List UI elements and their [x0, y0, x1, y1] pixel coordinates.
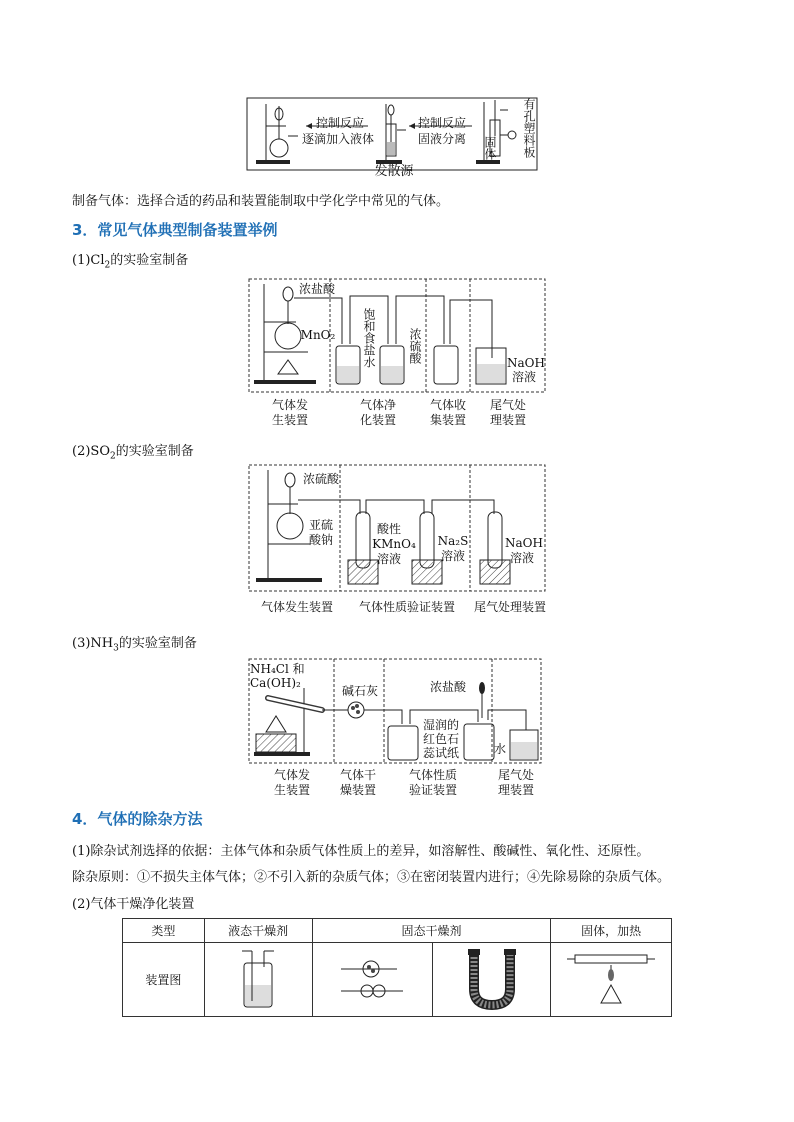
cl2-caption-4a: 尾气处 — [489, 398, 526, 412]
table-header-row — [123, 919, 672, 943]
so2-na2s-label-1: Na₂S — [437, 534, 469, 548]
so2-kmno4-label-3: 溶液 — [376, 552, 401, 566]
nh3-heading-sub: 3 — [113, 643, 119, 654]
so2-caption-2: 气体性质验证装置 — [358, 600, 455, 614]
col-type: 类型 — [123, 919, 205, 943]
purify-basis: (1)除杂试剂选择的依据：主体气体和杂质气体性质上的差异，如溶解性、酸碱性、氧化性、还原性。 — [72, 844, 650, 859]
dryer-table — [122, 918, 672, 1017]
cl2-caption-3a: 气体收 — [429, 398, 466, 412]
nh3-figure — [248, 658, 548, 800]
so2-heading-sub: 2 — [109, 451, 116, 462]
col-solid: 固态干燥剂 — [312, 919, 551, 943]
col-heat: 固体，加热 — [551, 919, 672, 943]
nh3-heading — [72, 632, 197, 654]
cl2-caption-2a: 气体净 — [359, 398, 396, 412]
para-gas: 制备气体：选择合适的药品和装置能制取中学化学中常见的气体。 — [72, 194, 450, 209]
so2-caption-1: 气体发生装置 — [260, 600, 333, 614]
nh3-soda-lime-label: 碱石灰 — [341, 684, 378, 698]
nh3-heading-pre: (3)NH — [72, 636, 114, 651]
section4-title: 4．气体的除杂方法 — [72, 810, 203, 828]
so2-na2s-label-2: 溶液 — [440, 549, 465, 563]
arrow2-top-label: 控制反应 — [417, 116, 466, 130]
nh3-reagent-label-1: NH₄Cl 和 — [250, 662, 305, 676]
so2-acid-label: 浓硫酸 — [302, 472, 339, 486]
top-figure-caption: 发散源 — [374, 164, 414, 179]
nh3-litmus-label-2: 红色石 — [422, 732, 459, 746]
so2-sulfite-label-2: 酸钠 — [308, 533, 333, 547]
so2-heading — [72, 440, 194, 462]
so2-sulfite-label-1: 亚硫 — [308, 518, 333, 532]
row-label: 装置图 — [123, 943, 205, 1017]
nh3-caption-3b: 验证装置 — [408, 783, 457, 797]
nh3-litmus-label-3: 蕊试纸 — [422, 746, 459, 760]
so2-heading-pre: (2)SO — [72, 444, 110, 459]
so2-kmno4-label-2: KMnO₄ — [372, 537, 416, 551]
nh3-caption-1a: 气体发 — [273, 768, 310, 782]
plate-label: 有孔塑料板 — [522, 98, 536, 158]
nh3-hcl-label: 浓盐酸 — [429, 680, 466, 694]
nh3-water-label: 水 — [493, 742, 506, 756]
nh3-caption-4b: 理装置 — [497, 783, 534, 797]
cl2-heading-post: 的实验室制备 — [110, 253, 189, 268]
nh3-caption-2b: 燥装置 — [339, 783, 376, 797]
heated-tube-cell — [551, 943, 672, 1017]
cl2-caption-4b: 理装置 — [489, 413, 526, 427]
drying-tube-icon — [327, 945, 417, 1011]
so2-kmno4-label-1: 酸性 — [376, 522, 401, 536]
cl2-caption-1a: 气体发 — [271, 398, 308, 412]
u-tube-icon — [452, 945, 532, 1011]
so2-caption-3: 尾气处理装置 — [473, 600, 546, 614]
section3-title: 3．常见气体典型制备装置举例 — [72, 221, 278, 239]
nh3-caption-2a: 气体干 — [339, 768, 376, 782]
cl2-h2so4-label: 浓硫酸 — [408, 328, 422, 364]
col-liquid: 液态干燥剂 — [204, 919, 312, 943]
drying-tube-cell — [312, 943, 432, 1017]
gas-washing-bottle-icon — [228, 945, 288, 1011]
arrow1-bottom-label: 逐滴加入液体 — [301, 132, 374, 146]
solid-label: 固体 — [483, 136, 497, 160]
heated-tube-icon — [561, 945, 661, 1011]
liquid-dryer-cell — [204, 943, 312, 1017]
purify-principle: 除杂原则：①不损失主体气体；②不引入新的杂质气体；③在密闭装置内进行；④先除易除的杂质气体。 — [72, 870, 671, 885]
so2-heading-post: 的实验室制备 — [115, 444, 194, 459]
cl2-mno2-label: MnO₂ — [300, 328, 336, 342]
cl2-heading-pre: (1)Cl — [72, 253, 105, 268]
cl2-figure — [248, 278, 548, 438]
cl2-acid-label: 浓盐酸 — [298, 282, 335, 296]
cl2-naoh-solution-label: 溶液 — [511, 370, 536, 384]
nh3-caption-3a: 气体性质 — [408, 768, 457, 782]
nh3-caption-1b: 生装置 — [273, 783, 310, 797]
table-row — [123, 943, 672, 1017]
arrow2-bottom-label: 固液分离 — [417, 132, 466, 146]
cl2-caption-2b: 化装置 — [359, 413, 396, 427]
cl2-caption-1b: 生装置 — [271, 413, 308, 427]
so2-naoh-label-2: 溶液 — [509, 551, 534, 565]
top-figure — [246, 96, 546, 178]
nh3-litmus-label-1: 湿润的 — [422, 718, 459, 732]
cl2-brine-label: 饱和食盐水 — [362, 308, 376, 368]
so2-naoh-label-1: NaOH — [505, 536, 543, 550]
cl2-caption-3b: 集装置 — [429, 413, 466, 427]
nh3-reagent-label-2: Ca(OH)₂ — [250, 676, 301, 690]
nh3-caption-4a: 尾气处 — [497, 768, 534, 782]
cl2-heading-sub: 2 — [104, 260, 111, 271]
so2-figure — [248, 464, 548, 624]
nh3-heading-post: 的实验室制备 — [118, 636, 197, 651]
dry-heading: (2)气体干燥净化装置 — [72, 897, 195, 912]
cl2-heading — [72, 249, 188, 271]
u-tube-cell — [433, 943, 551, 1017]
arrow1-top-label: 控制反应 — [315, 116, 364, 130]
cl2-naoh-label: NaOH — [507, 356, 545, 370]
